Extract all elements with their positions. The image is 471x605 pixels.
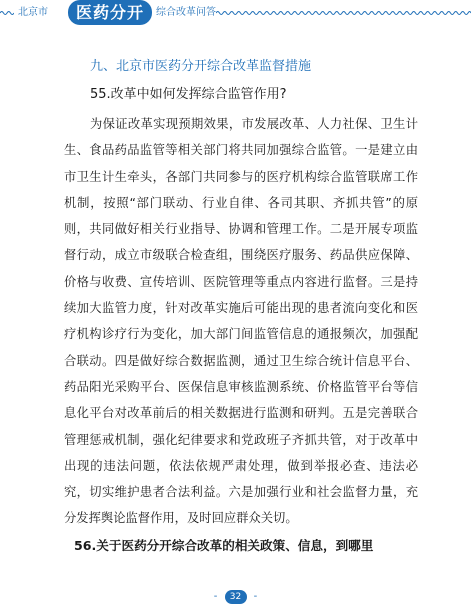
header-wave-decoration-left [0,10,14,16]
page-content [64,56,418,557]
page-number-dash-left: - [213,590,218,602]
question-55-answer: 为保证改革实现预期效果，市发展改革、人力社保、卫生计生、食品药品监管等相关部门将共同加强综合监管。一是建立由市卫生计生牵头，各部门共同参与的医疗机构综合监管联席工作机制，按照“部门联动、行业自律、各司其职、齐抓共管”的原则，共同做好相关行业指导、协调和管理工作。二是开展专项监督行动，成立市级联合检查组，围绕医疗服务、药品供应保障、价格与收费、宣传培训、医院管理等重点内容进行监督。三是持续加大监管力度，针对改革实施后可能出现的患者流向变化和医疗机构诊疗行为变化，加大部门间监管信息的通报频次，加强配合联动。四是做好综合数据监测，通过卫生综合统计信息平台、药品阳光采购平台、医保信息审核监测系统、价格监管平台等信息化平台对改革前后的相关数据进行监测和研判。五是完善联合管理惩戒机制，强化纪律要求和党政班子齐抓共管，对于改革中出现的违法问题，依法依规严肃处理，做到举报必查、违法必究，切实维护患者合法利益。六是加强行业和社会监督力量，充分发挥舆论监督作用，及时回应群众关切。 [64,117,418,526]
header-wave-decoration-right [216,10,471,16]
page-footer [0,586,471,600]
header-city-label: 北京市 [18,7,48,18]
page-number-badge: 32 [225,590,247,604]
page-header [0,0,471,30]
question-56-title: 56.关于医药分开综合改革的相关政策、信息，到哪里 [74,537,374,553]
header-subtitle: 综合改革问答 [156,7,216,18]
section-heading: 九、北京市医药分开综合改革监督措施 [90,59,312,74]
header-title-badge: 医药分开 [68,0,152,25]
page-number-dash-right: - [253,590,258,602]
question-55-title: 55.改革中如何发挥综合监管作用? [90,87,287,102]
